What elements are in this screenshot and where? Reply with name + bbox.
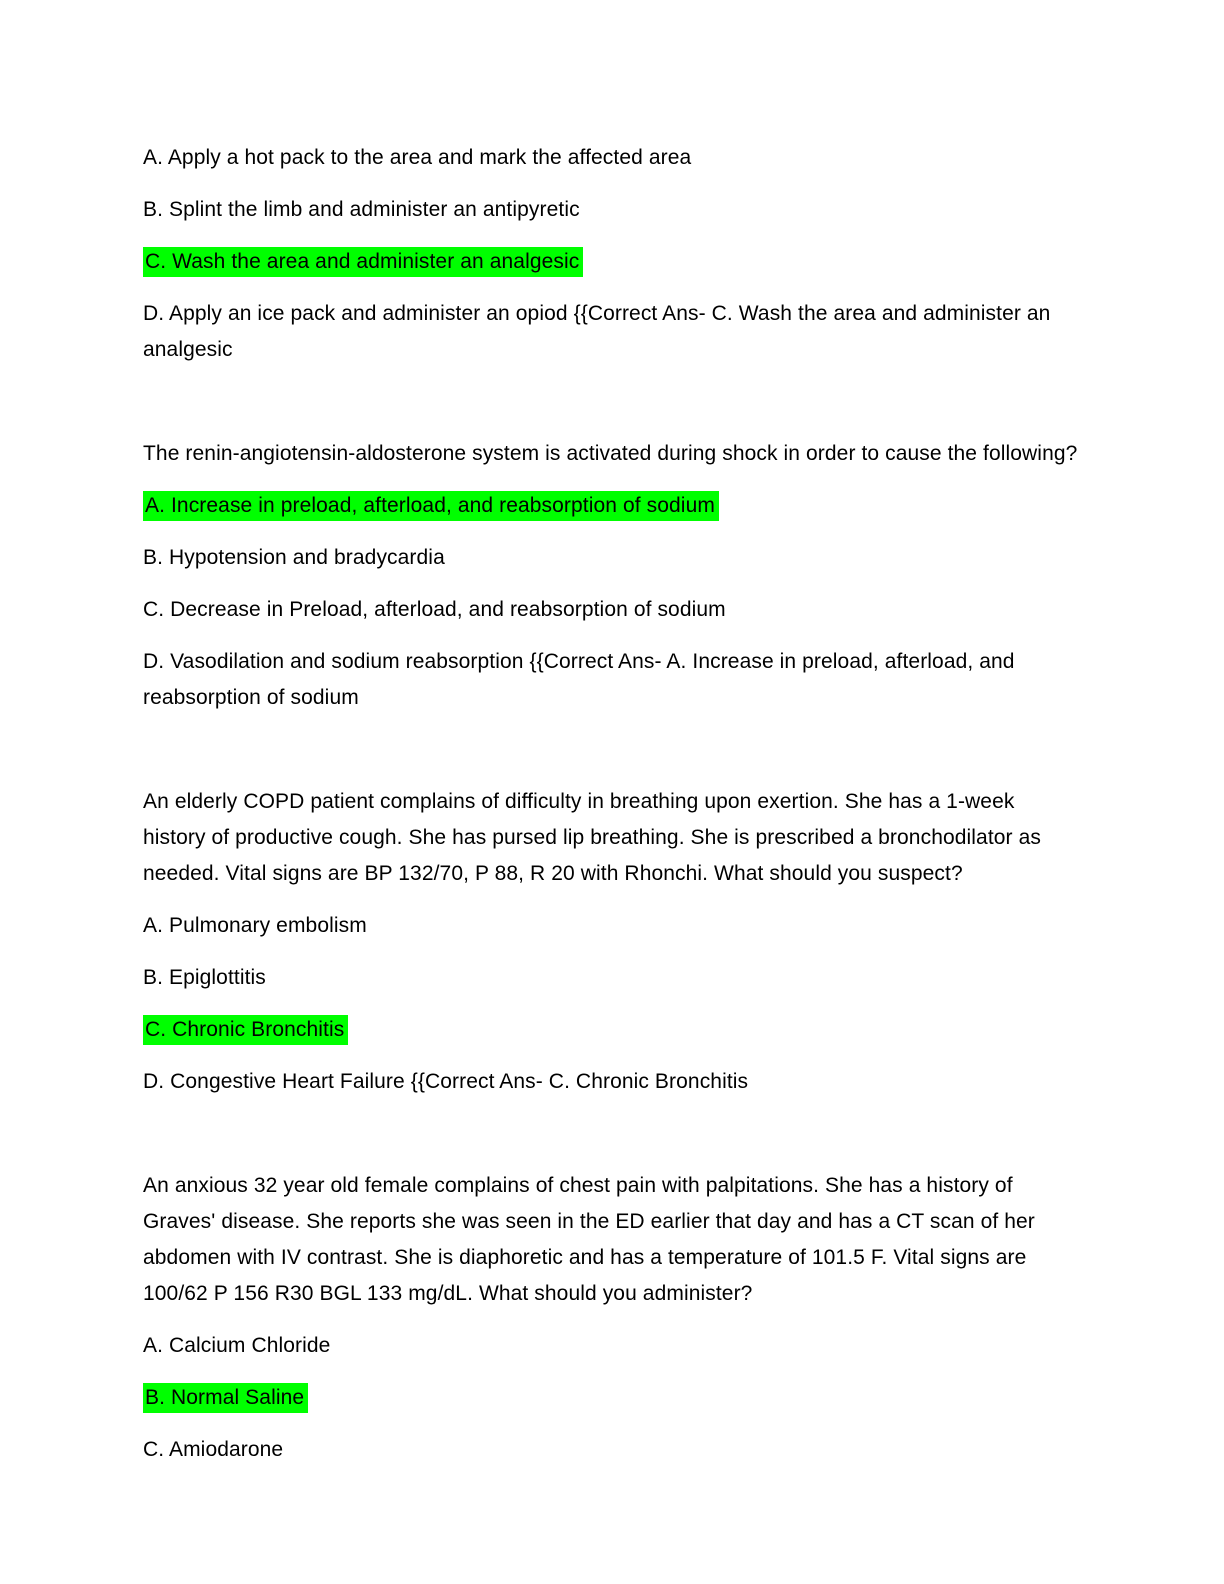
answer-option-correct bbox=[143, 1380, 1081, 1416]
question-gap bbox=[143, 384, 1081, 436]
highlighted-answer-text: B. Normal Saline bbox=[143, 1383, 308, 1413]
answer-option: B. Epiglottitis bbox=[143, 966, 266, 989]
question-stem: An elderly COPD patient complains of difficulty in breathing upon exertion. She has a 1-week history of productive cough. She has pursed lip breathing. She is prescribed a bronchodilator as needed. Vital signs are BP 132/70, P 88, R 20 with Rhonchi. What should you suspect? bbox=[143, 790, 1041, 885]
highlighted-answer-text: C. Chronic Bronchitis bbox=[143, 1015, 348, 1045]
highlighted-answer-text: C. Wash the area and administer an analgesic bbox=[143, 247, 583, 277]
answer-option: A. Pulmonary embolism bbox=[143, 914, 367, 937]
question-stem: The renin-angiotensin-aldosterone system is activated during shock in order to cause the following? bbox=[143, 442, 1078, 465]
answer-option-correct bbox=[143, 244, 1081, 280]
answer-option: B. Splint the limb and administer an antipyretic bbox=[143, 198, 580, 221]
answer-option-correct bbox=[143, 1012, 1081, 1048]
answer-option: B. Hypotension and bradycardia bbox=[143, 546, 445, 569]
answer-option: A. Apply a hot pack to the area and mark the affected area bbox=[143, 146, 692, 169]
question-gap bbox=[143, 732, 1081, 784]
answer-option-correct bbox=[143, 488, 1081, 524]
question-gap bbox=[143, 1116, 1081, 1168]
answer-option: C. Amiodarone bbox=[143, 1438, 284, 1461]
answer-option: A. Calcium Chloride bbox=[143, 1334, 331, 1357]
answer-option: D. Congestive Heart Failure {{Correct Ans- C. Chronic Bronchitis bbox=[143, 1070, 749, 1093]
answer-option: D. Vasodilation and sodium reabsorption {{Correct Ans- A. Increase in preload, afterload, and reabsorption of sodium bbox=[143, 650, 1015, 709]
answer-option: D. Apply an ice pack and administer an opiod {{Correct Ans- C. Wash the area and administer an analgesic bbox=[143, 302, 1051, 361]
highlighted-answer-text: A. Increase in preload, afterload, and reabsorption of sodium bbox=[143, 491, 719, 521]
answer-option: C. Decrease in Preload, afterload, and reabsorption of sodium bbox=[143, 598, 726, 621]
question-stem: An anxious 32 year old female complains of chest pain with palpitations. She has a history of Graves' disease. She reports she was seen in the ED earlier that day and has a CT scan of her abdomen with IV contrast. She is diaphoretic and has a temperature of 101.5 F. Vital signs are 100/62 P 156 R30 BGL 133 mg/dL. What should you administer? bbox=[143, 1174, 1035, 1305]
